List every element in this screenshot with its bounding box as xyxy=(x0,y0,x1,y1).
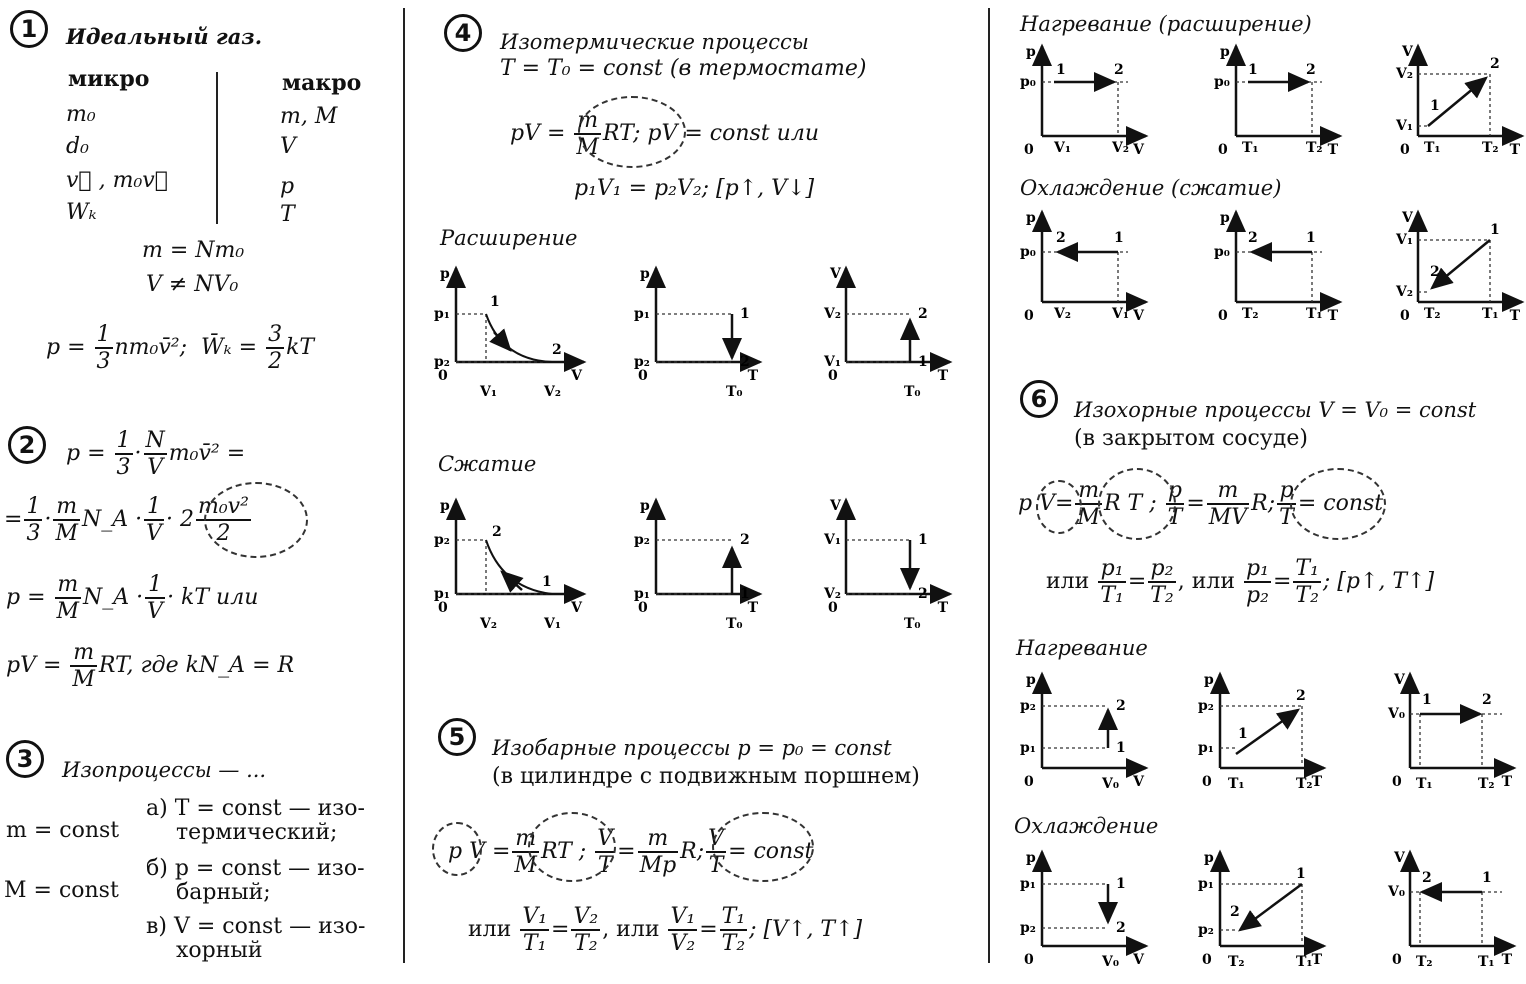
y-axis-label: p xyxy=(640,266,650,282)
formula-5-eq1: p V = $\frac{m}{M}$ RT ; $\frac{V}{T}$ = $\frac{m}{Mp}$ R; $\frac{V}{T}$ = const xyxy=(448,826,814,878)
section-6-number: 6 xyxy=(1020,380,1058,418)
y-axis-label: p xyxy=(440,498,450,514)
x-axis-label: T xyxy=(1311,952,1322,968)
section-5-title: Изобарные процессы p = p₀ = const xyxy=(492,736,892,760)
cooling-compression-label: Охлаждение (сжатие) xyxy=(1020,176,1282,200)
graph xyxy=(1196,846,1332,968)
origin-label: 0 xyxy=(638,600,648,616)
macro-item: p xyxy=(280,174,295,199)
column-divider xyxy=(403,8,405,963)
micro-header: микро xyxy=(68,66,150,92)
point-1: 1 xyxy=(1422,692,1432,708)
point-2: 2 xyxy=(1490,56,1500,72)
isoprocess-c-cont: хорный xyxy=(176,938,263,963)
process-arrow xyxy=(502,572,522,590)
micro-item: Wₖ xyxy=(66,200,97,225)
isoprocess-a: а) T = const — изо- xyxy=(146,796,365,821)
point-2: 2 xyxy=(918,306,928,322)
formula-m-Nm0: m = Nm₀ xyxy=(142,238,245,263)
x-axis-label: T xyxy=(1509,142,1520,158)
tick: p₁ xyxy=(634,306,650,322)
section-5-subtitle: (в цилиндре с подвижным поршнем) xyxy=(492,764,920,789)
tick: p₁ xyxy=(634,586,650,602)
y-axis-label: p xyxy=(1026,44,1036,60)
graph xyxy=(1196,668,1332,790)
point-2: 2 xyxy=(740,532,750,548)
micro-item: v⃗ , m₀v⃗ xyxy=(66,168,168,193)
point-1: 1 xyxy=(1056,62,1066,78)
process-arrow xyxy=(494,332,510,350)
highlight-ellipse xyxy=(1098,468,1176,540)
compression-label: Сжатие xyxy=(438,452,537,476)
tick: T₁ xyxy=(1242,140,1259,156)
y-axis-label: V xyxy=(1394,672,1405,688)
point-1: 1 xyxy=(1248,62,1258,78)
tick: V₀ xyxy=(1102,954,1119,970)
formula-6-eq2: или $\frac{\text{p₁}}{\text{T₁}}$ = $\frac{\text{p₂}}{\text{T₂}}$ , или $\frac{\text{p₁}}{\text{p₂}}$ = $\frac{\text{T₁}}{\text{T₂}}$ ; [p↑, T↑] xyxy=(1046,556,1435,608)
tick: V₁ xyxy=(1396,118,1413,134)
tick: p₀ xyxy=(1020,74,1036,90)
tick: T₁ xyxy=(1306,306,1323,322)
tick: V₁ xyxy=(1396,232,1413,248)
m-const: m = const xyxy=(6,818,120,843)
tick: T₀ xyxy=(904,616,921,632)
graph xyxy=(632,494,768,632)
isoprocess-b: б) p = const — изо- xyxy=(146,856,365,881)
origin-label: 0 xyxy=(1392,774,1402,790)
x-axis-label: T xyxy=(1311,774,1322,790)
tick: V₀ xyxy=(1388,884,1405,900)
y-axis-label: V xyxy=(830,498,841,514)
graph xyxy=(632,262,768,400)
isotherm-curve xyxy=(486,314,552,362)
tick: p₂ xyxy=(1198,922,1214,938)
x-axis-label: T xyxy=(937,368,948,384)
origin-label: 0 xyxy=(1202,774,1212,790)
isochoric-heating-label: Нагревание xyxy=(1016,636,1148,660)
section-4-subtitle: T = T₀ = const (в термостате) xyxy=(500,56,867,81)
tick: p₂ xyxy=(634,532,650,548)
origin-label: 0 xyxy=(1218,142,1228,158)
x-axis-label: V xyxy=(1133,952,1144,968)
point-1: 1 xyxy=(1482,870,1492,886)
y-axis-label: p xyxy=(640,498,650,514)
point-2: 2 xyxy=(740,354,750,370)
x-axis-label: V xyxy=(1133,308,1144,324)
tick: p₀ xyxy=(1020,244,1036,260)
origin-label: 0 xyxy=(438,368,448,384)
graph xyxy=(1018,206,1154,324)
graph xyxy=(822,262,958,400)
process-arrow xyxy=(1240,884,1302,930)
tick: T₂ xyxy=(1478,776,1495,792)
origin-label: 0 xyxy=(828,368,838,384)
micro-item: d₀ xyxy=(66,134,89,159)
tick: T₁ xyxy=(1416,776,1433,792)
point-1: 1 xyxy=(1116,876,1126,892)
point-1: 1 xyxy=(1116,740,1126,756)
tick: p₂ xyxy=(434,354,450,370)
process-arrow xyxy=(1432,240,1490,288)
origin-label: 0 xyxy=(1400,142,1410,158)
point-1: 1 xyxy=(740,306,750,322)
point-2: 2 xyxy=(1430,264,1440,280)
x-axis-label: T xyxy=(747,368,758,384)
x-axis-label: V xyxy=(1133,774,1144,790)
isochoric-cooling-label: Охлаждение xyxy=(1014,814,1159,838)
highlight-ellipse xyxy=(712,812,814,882)
formula-2-line2: = $\frac{1}{3}$ · $\frac{m}{M}$ N_A · $\frac{1}{V}$ · 2 $\frac{\text{m₀v²}}{2}$ xyxy=(4,494,249,546)
tick: T₁ xyxy=(1228,776,1245,792)
point-2: 2 xyxy=(1482,692,1492,708)
tick: V₁ xyxy=(824,532,841,548)
graph xyxy=(1386,846,1522,968)
heating-expansion-label: Нагревание (расширение) xyxy=(1020,12,1312,36)
highlight-ellipse xyxy=(1290,468,1386,540)
section-1-number: 1 xyxy=(10,10,48,48)
tick: T₁ xyxy=(1296,954,1313,970)
tick: p₀ xyxy=(1214,244,1230,260)
macro-header: макро xyxy=(282,70,362,96)
y-axis-label: p xyxy=(1026,210,1036,226)
tick: V₁ xyxy=(824,354,841,370)
point-2: 2 xyxy=(492,524,502,540)
tick: V₀ xyxy=(1388,706,1405,722)
graph xyxy=(1212,40,1348,158)
origin-label: 0 xyxy=(638,368,648,384)
tick: V₀ xyxy=(1102,776,1119,792)
y-axis-label: p xyxy=(1220,210,1230,226)
y-axis-label: V xyxy=(830,266,841,282)
section-3-title: Изопроцессы — ... xyxy=(62,758,267,782)
y-axis-label: p xyxy=(440,266,450,282)
x-axis-label: T xyxy=(1501,952,1512,968)
point-1: 1 xyxy=(918,532,928,548)
origin-label: 0 xyxy=(1024,952,1034,968)
tick: T₂ xyxy=(1424,306,1441,322)
tick: T₂ xyxy=(1306,140,1323,156)
section-2-number: 2 xyxy=(8,426,46,464)
tick: V₁ xyxy=(544,616,561,632)
origin-label: 0 xyxy=(1392,952,1402,968)
point-2: 2 xyxy=(1296,688,1306,704)
tick: V₂ xyxy=(544,384,561,400)
point-2: 2 xyxy=(1116,698,1126,714)
tick: p₀ xyxy=(1214,74,1230,90)
formula-6-eq1: p V= $\frac{m}{M}$ R T ; $\frac{p}{T}$ = $\frac{m}{MV}$ R; $\frac{p}{T}$ = const xyxy=(1018,478,1384,530)
section-6-title: Изохорные процессы V = V₀ = const xyxy=(1074,398,1477,422)
highlight-ellipse xyxy=(1036,480,1082,534)
section-1-title: Идеальный газ. xyxy=(66,24,263,49)
column-divider xyxy=(988,8,990,963)
tick: p₂ xyxy=(634,354,650,370)
tick: p₂ xyxy=(1198,698,1214,714)
graph xyxy=(1018,668,1154,790)
graph xyxy=(1394,206,1526,324)
tick: p₁ xyxy=(434,306,450,322)
point-1: 1 xyxy=(1114,230,1124,246)
point-1: 1 xyxy=(1490,222,1500,238)
tick: T₀ xyxy=(904,384,921,400)
formula-V-neq: V ≠ NV₀ xyxy=(146,272,239,297)
tick: V₂ xyxy=(824,586,841,602)
isoprocess-c: в) V = const — изо- xyxy=(146,914,366,939)
macro-item: V xyxy=(280,134,296,159)
origin-label: 0 xyxy=(1024,774,1034,790)
macro-item: T xyxy=(280,202,295,227)
graph xyxy=(1018,40,1154,158)
highlight-ellipse xyxy=(204,482,308,558)
x-axis-label: V xyxy=(571,600,582,616)
expansion-label: Расширение xyxy=(440,226,578,250)
point-1: 1 xyxy=(740,586,750,602)
point-1: 1 xyxy=(1296,866,1306,882)
tick: p₁ xyxy=(1020,876,1036,892)
point-2: 2 xyxy=(1056,230,1066,246)
section-4-title: Изотермические процессы xyxy=(500,30,809,54)
y-axis-label: p xyxy=(1204,672,1214,688)
x-axis-label: T xyxy=(937,600,948,616)
tick: V₁ xyxy=(480,384,497,400)
section-3-number: 3 xyxy=(6,740,44,778)
tick: T₂ xyxy=(1228,954,1245,970)
point-2: 2 xyxy=(552,342,562,358)
point-1: 1 xyxy=(1238,726,1248,742)
origin-label: 0 xyxy=(828,600,838,616)
tick: V₁ xyxy=(1112,306,1129,322)
tick: T₁ xyxy=(1482,306,1499,322)
formula-2-line3: p = $\frac{m}{M}$ N_A · $\frac{1}{V}$ · kT или xyxy=(6,572,259,624)
origin-label: 0 xyxy=(1218,308,1228,324)
y-axis-label: p xyxy=(1026,672,1036,688)
graph xyxy=(1212,206,1348,324)
section-6-subtitle: (в закрытом сосуде) xyxy=(1074,426,1308,451)
graph xyxy=(432,262,592,400)
isoprocess-b-cont: барный; xyxy=(176,880,271,905)
point-2: 2 xyxy=(1422,870,1432,886)
origin-label: 0 xyxy=(1400,308,1410,324)
tick: p₁ xyxy=(1020,740,1036,756)
section-5-number: 5 xyxy=(438,718,476,756)
tick: V₂ xyxy=(1396,284,1413,300)
tick: p₂ xyxy=(1020,920,1036,936)
point-2: 2 xyxy=(1116,920,1126,936)
y-axis-label: V xyxy=(1394,850,1405,866)
tick: T₂ xyxy=(1296,776,1313,792)
point-2: 2 xyxy=(1248,230,1258,246)
x-axis-label: T xyxy=(747,600,758,616)
x-axis-label: V xyxy=(1133,142,1144,158)
tick: T₂ xyxy=(1242,306,1259,322)
graph xyxy=(1394,40,1526,158)
point-1: 1 xyxy=(1306,230,1316,246)
highlight-ellipse xyxy=(528,812,616,882)
tick: T₁ xyxy=(1478,954,1495,970)
origin-label: 0 xyxy=(438,600,448,616)
formula-4-eq2: p₁V₁ = p₂V₂; [p↑, V↓] xyxy=(574,176,815,201)
point-2: 2 xyxy=(1306,62,1316,78)
tick: V₂ xyxy=(1054,306,1071,322)
point-1: 1 xyxy=(918,354,928,370)
x-axis-label: T xyxy=(1327,308,1338,324)
tick: T₀ xyxy=(726,616,743,632)
isoprocess-a-cont: термический; xyxy=(176,820,338,845)
formula-pressure: p = $\frac{1}{3}$ nm₀v̄²; W̄ₖ = $\frac{3}{2}$ kT xyxy=(46,322,315,374)
x-axis-label: T xyxy=(1327,142,1338,158)
tick: p₁ xyxy=(434,586,450,602)
y-axis-label: V xyxy=(1402,44,1413,60)
M-const: M = const xyxy=(4,878,119,903)
point-2: 2 xyxy=(918,586,928,602)
tick: T₀ xyxy=(726,384,743,400)
tick: V₁ xyxy=(1054,140,1071,156)
point-2: 2 xyxy=(1230,904,1240,920)
formula-5-eq2: или $\frac{\text{V₁}}{\text{T₁}}$ = $\frac{\text{V₂}}{\text{T₂}}$ , или $\frac{\text{V₁}}{\text{V₂}}$ = $\frac{\text{T₁}}{\text{T₂}}$ ; [V↑, T↑] xyxy=(468,904,863,956)
tick: V₂ xyxy=(1396,66,1413,82)
x-axis-label: T xyxy=(1501,774,1512,790)
origin-label: 0 xyxy=(1024,308,1034,324)
tick: T₂ xyxy=(1416,954,1433,970)
point-1: 1 xyxy=(490,294,500,310)
highlight-ellipse xyxy=(578,96,686,168)
point-2: 2 xyxy=(1114,62,1124,78)
formula-4-eq1: pV = $\frac{m}{M}$ RT; pV = const или xyxy=(510,108,820,160)
origin-label: 0 xyxy=(1202,952,1212,968)
macro-item: m, M xyxy=(280,104,338,129)
micro-macro-divider xyxy=(216,72,218,224)
formula-2-line4: pV = $\frac{m}{M}$ RT, где kN_A = R xyxy=(6,640,295,692)
tick: p₁ xyxy=(1198,740,1214,756)
section-4-number: 4 xyxy=(444,14,482,52)
graph xyxy=(1018,846,1154,968)
tick: T₁ xyxy=(1424,140,1441,156)
x-axis-label: V xyxy=(571,368,582,384)
point-1: 1 xyxy=(1430,98,1440,114)
tick: p₂ xyxy=(1020,698,1036,714)
tick: V₂ xyxy=(480,616,497,632)
graph xyxy=(1386,668,1522,790)
tick: p₁ xyxy=(1198,876,1214,892)
x-axis-label: T xyxy=(1509,308,1520,324)
origin-label: 0 xyxy=(1024,142,1034,158)
tick: T₂ xyxy=(1482,140,1499,156)
y-axis-label: p xyxy=(1220,44,1230,60)
y-axis-label: V xyxy=(1402,210,1413,226)
tick: V₂ xyxy=(1112,140,1129,156)
graph xyxy=(432,494,592,632)
y-axis-label: p xyxy=(1204,850,1214,866)
formula-2-line1: p = $\frac{1}{3}$ · $\frac{N}{V}$ m₀v̄² = xyxy=(66,428,246,480)
y-axis-label: p xyxy=(1026,850,1036,866)
highlight-ellipse xyxy=(432,822,482,876)
point-1: 1 xyxy=(542,574,552,590)
graph xyxy=(822,494,958,632)
micro-item: m₀ xyxy=(66,102,96,127)
tick: p₂ xyxy=(434,532,450,548)
tick: V₂ xyxy=(824,306,841,322)
